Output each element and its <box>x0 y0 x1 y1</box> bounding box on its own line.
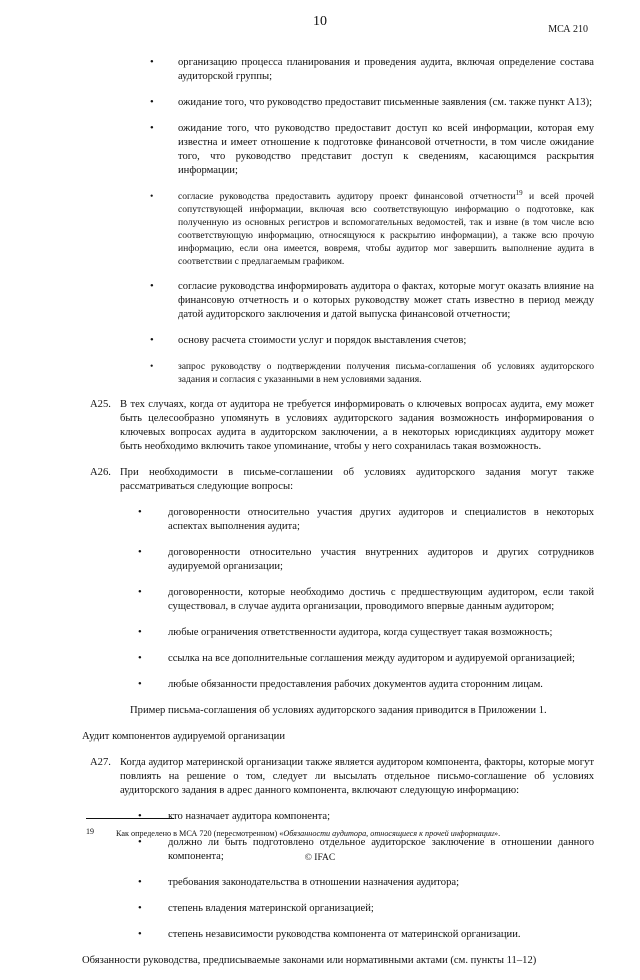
bullet-icon: • <box>138 653 142 664</box>
list-item: • любые ограничения ответственности аудитора, когда существует такая возможность; <box>138 627 553 638</box>
footnote-number: 19 <box>86 827 94 836</box>
list-item: • договоренности относительно участия других аудиторов и специалистов в некоторых аспектах выполнения аудита; <box>138 507 594 532</box>
list-item: • должно ли быть подготовлено отдельное аудиторское заключение в отношении данного компонента; <box>138 837 594 862</box>
bullet-icon: • <box>150 281 154 292</box>
bullet-icon: • <box>138 903 142 914</box>
paragraph-a27: А27. Когда аудитор материнской организации также является аудитором компонента, факторы, которые могут повлиять на решение о том, следует ли высылать отдельное письмо-соглашение об условиях аудиторского задания в адрес данного компонента, включают следующую информацию: • кто назначает аудитора компонента; • должно ли быть подготовлено отдельное аудиторское заключение в отношении данного компонента; • требования законодательства в отношении назначения аудитора; • степень владения материнской организацией; • степень независимости руководства компонента от материнской организации. <box>90 757 594 940</box>
bullet-icon: • <box>150 191 154 202</box>
bullet-icon: • <box>138 547 142 558</box>
bullet-icon: • <box>138 679 142 690</box>
paragraph-number: А27. <box>90 757 111 768</box>
bullet-icon: • <box>138 507 142 518</box>
list-item-footnoted: • согласие руководства предоставить аудитору проект финансовой отчетности$^{19}$ и всей прочей сопутствующей информации, включая всю соответствующую информацию о подготовке, как полученную из основных регистров и вспомогательных ведомостей, так и извне (в том числе всю соответствующую информацию, относящуюся к раскрытию информации), а также всю прочую информацию, если она имеется, вовремя, чтобы аудитор мог завершить выполнение аудита в соответствии с предлагаемым графиком. <box>150 188 594 267</box>
bullet-icon: • <box>138 837 142 848</box>
list-item: • основу расчета стоимости услуг и порядок выставления счетов; <box>150 335 467 346</box>
section-heading: Аудит компонентов аудируемой организации <box>82 731 286 742</box>
bullet-icon: • <box>150 335 154 346</box>
bullet-icon: • <box>150 361 154 372</box>
bullet-icon: • <box>138 627 142 638</box>
paragraph-number: А25. <box>90 399 111 410</box>
footnote-ref[interactable]: 19 <box>515 188 523 197</box>
paragraph-a26: А26. При необходимости в письме-соглашении об условиях аудиторского задания могут также рассматриваться следующие вопросы: • договоренности относительно участия других аудиторов и специалистов в некоторых аспектах выполнения аудита; • договоренности относительно участия внутренних аудиторов и других сотрудников аудируемой организации; • договоренности, которые необходимо достичь с предшествующим аудитором, если такой существовал, в случае аудита организации, проводимого впервые данным аудитором; • любые ограничения ответственности аудитора, когда существует такая возможность; • ссылка на все дополнительные соглашения между аудитором и аудируемой организацией; • любые обязанности предоставления рабочих документов аудита сторонним лицам. Пример письма-соглашения об условиях аудиторского задания приводится в Приложении 1. <box>90 467 594 716</box>
list-item: • ожидание того, что руководство предоставит доступ ко всей информации, которая ему известна и имеет отношение к подготовке финансовой отчетности, в том числе ожидание того, что руководство представит доступ к сведениям, касающимся раскрытия информации; <box>150 123 594 176</box>
list-item: • согласие руководства информировать аудитора о фактах, которые могут оказать влияние на финансовую отчетность и о которых руководству может стать известно в период между датой аудиторского заключения и датой выпуска финансовой отчетности; <box>150 281 594 320</box>
list-item: • ссылка на все дополнительные соглашения между аудитором и аудируемой организацией; <box>138 653 575 664</box>
appendix-note: Пример письма-соглашения об условиях аудиторского задания приводится в Приложении 1. <box>130 705 547 716</box>
bullet-icon: • <box>150 123 154 134</box>
bullet-icon: • <box>138 811 142 822</box>
bullet-icon: • <box>150 97 154 108</box>
footnote-divider <box>86 818 174 819</box>
paragraph-a25: А25. В тех случаях, когда от аудитора не требуется информировать о ключевых вопросах аудита, ему может быть целесообразно упомянуть в условиях аудиторского задания возможность информирования о ключевых вопросах аудита в аудиторском заключении, а в некоторых юрисдикциях аудитору может быть необходимо включить такое упоминание, чтобы у него сохранилась такая возможность. <box>90 399 594 452</box>
bottom-heading: Обязанности руководства, предписываемые законами или нормативными актами (см. пункты 11–12) <box>82 955 537 966</box>
paragraph-number: А26. <box>90 467 111 478</box>
list-item: • ожидание того, что руководство предоставит письменные заявления (см. также пункт А13); <box>150 97 593 108</box>
bullet-icon: • <box>138 929 142 940</box>
bullet-icon: • <box>150 57 154 68</box>
bullet-icon: • <box>138 877 142 888</box>
list-item: • степень владения материнской организацией; <box>138 903 374 914</box>
list-item: • договоренности относительно участия внутренних аудиторов и других сотрудников аудируемой организации; <box>138 547 594 572</box>
list-item: • степень независимости руководства компонента от материнской организации. <box>138 929 521 940</box>
bullet-icon: • <box>138 587 142 598</box>
page-number: 10 <box>313 14 327 29</box>
list-item: • кто назначает аудитора компонента; <box>138 811 331 822</box>
standard-code: МСА 210 <box>548 24 588 35</box>
page-body <box>82 56 594 980</box>
footnote-italic-title: Обязанности аудитора, относящиеся к прочей информации <box>283 829 495 838</box>
footnote: 19 Как определено в МСА 720 (пересмотренном) «Обязанности аудитора, относящиеся к прочей информации». <box>86 827 501 838</box>
list-item: • организацию процесса планирования и проведения аудита, включая определение состава аудиторской группы; <box>150 57 594 82</box>
list-item: • требования законодательства в отношении назначения аудитора; <box>138 877 460 888</box>
list-item: • запрос руководству о подтверждении получения письма-соглашения об условиях аудиторского задания и согласия с указанными в нем условиями задания. <box>150 361 594 385</box>
list-item: • договоренности, которые необходимо достичь с предшествующим аудитором, если такой существовал, в случае аудита организации, проводимого впервые данным аудитором; <box>138 587 594 612</box>
page-footer: © IFAC <box>304 853 336 863</box>
list-item: • любые обязанности предоставления рабочих документов аудита сторонним лицам. <box>138 679 543 690</box>
